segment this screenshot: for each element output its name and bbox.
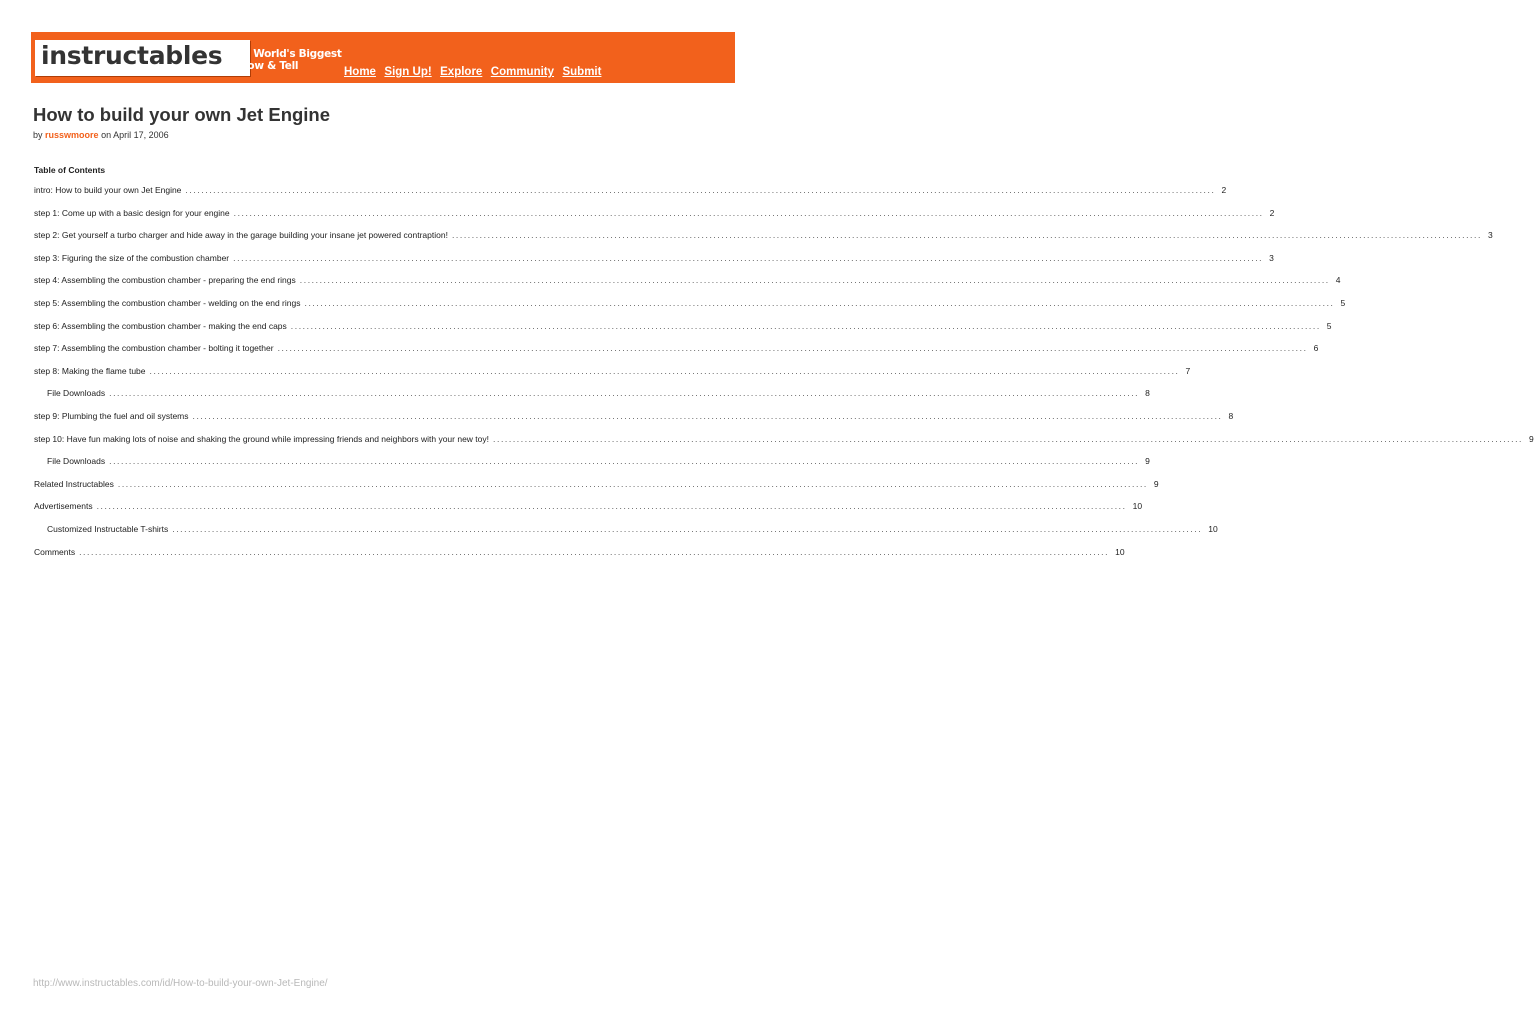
toc-entry-page: 4 [1335, 275, 1341, 286]
toc-leader-dots: .................................................................................................................................................................................................................................................................... [185, 185, 1216, 195]
toc-leader-dots: .................................................................................................................................................................................................................................................................... [109, 456, 1140, 467]
toc-entry[interactable] [34, 252, 1274, 276]
toc-entry[interactable] [34, 230, 1493, 253]
toc-entry-label: step 10: Have fun making lots of noise and shaking the ground while impressing friends and neighbors with your new toy! [34, 433, 490, 444]
toc-leader-dots: .................................................................................................................................................................................................................................................................... [96, 501, 1127, 512]
toc-entry-page: 5 [1340, 297, 1346, 308]
toc-entry-page: 3 [1269, 252, 1274, 263]
toc-entry-label: step 7: Assembling the combustion chamber - bolting it together [34, 343, 274, 354]
toc-leader-dots: .................................................................................................................................................................................................................................................................... [299, 275, 1330, 286]
toc-entry[interactable] [34, 185, 1227, 208]
toc-heading: Table of Contents [34, 165, 106, 175]
toc-entry[interactable] [34, 546, 1125, 570]
toc-entry-label: File Downloads [47, 456, 106, 467]
site-logo[interactable] [35, 40, 250, 76]
toc-leader-dots: .................................................................................................................................................................................................................................................................... [277, 343, 1308, 354]
toc-entry-label: step 1: Come up with a basic design for your engine [34, 207, 230, 218]
toc-leader-dots: .................................................................................................................................................................................................................................................................... [451, 230, 1482, 241]
toc-entry-page: 2 [1221, 185, 1227, 195]
toc-entry[interactable] [34, 523, 1218, 547]
toc-entry-label: step 4: Assembling the combustion chamber - preparing the end rings [34, 275, 296, 286]
toc-entry-label: step 6: Assembling the combustion chamber - making the end caps [34, 320, 287, 331]
toc-leader-dots: .................................................................................................................................................................................................................................................................... [493, 433, 1524, 444]
toc-entry-page: 5 [1326, 320, 1332, 331]
main-nav [344, 62, 605, 80]
page-title: How to build your own Jet Engine [33, 104, 331, 125]
toc-leader-dots: .................................................................................................................................................................................................................................................................... [172, 523, 1203, 534]
toc-entry-page: 9 [1529, 433, 1534, 444]
toc-entry-page: 10 [1115, 546, 1125, 557]
toc-entry-page: 10 [1132, 501, 1143, 512]
toc-entry[interactable] [34, 501, 1143, 524]
toc-leader-dots: .................................................................................................................................................................................................................................................................... [290, 320, 1321, 331]
toc-entry-label: step 2: Get yourself a turbo charger and hide away in the garage building your insane jet powered contraption! [34, 230, 448, 241]
nav-community-link[interactable]: Community [490, 66, 555, 78]
table-of-contents [34, 185, 1534, 569]
header-banner [31, 32, 735, 83]
toc-entry-label: step 3: Figuring the size of the combustion chamber [34, 252, 230, 263]
toc-entry-page: 2 [1269, 207, 1275, 218]
nav-signup-link[interactable]: Sign Up! [384, 66, 432, 78]
toc-entry[interactable] [34, 343, 1319, 366]
nav-submit-link[interactable]: Submit [562, 66, 602, 78]
toc-entry[interactable] [34, 456, 1150, 479]
toc-entry-page: 10 [1208, 523, 1218, 534]
toc-entry[interactable] [34, 433, 1534, 457]
toc-leader-dots: .................................................................................................................................................................................................................................................................... [233, 207, 1264, 218]
toc-entry[interactable] [34, 388, 1150, 411]
footer-url[interactable]: http://www.instructables.com/id/How-to-build-your-own-Jet-Engine/ [33, 978, 328, 989]
toc-entry[interactable] [34, 275, 1341, 298]
toc-entry-label: intro: How to build your own Jet Engine [34, 185, 182, 195]
toc-entry[interactable] [34, 320, 1332, 344]
toc-leader-dots: .................................................................................................................................................................................................................................................................... [109, 388, 1140, 399]
publish-date: on April 17, 2006 [101, 130, 169, 140]
toc-entry[interactable] [34, 365, 1191, 389]
toc-entry-page: 6 [1313, 343, 1319, 354]
toc-entry-label: step 9: Plumbing the fuel and oil systems [34, 410, 189, 421]
site-tagline [229, 48, 342, 72]
toc-entry-label: Customized Instructable T-shirts [47, 523, 169, 534]
tagline-line-1: The World's Biggest [229, 48, 342, 60]
toc-entry-label: Related Instructables [34, 478, 114, 489]
toc-entry-page: 9 [1145, 456, 1150, 467]
toc-entry-page: 7 [1185, 365, 1191, 376]
toc-entry-page: 8 [1228, 410, 1234, 421]
toc-entry[interactable] [34, 207, 1275, 231]
author-link[interactable]: russwmoore [45, 130, 99, 140]
nav-explore-link[interactable]: Explore [440, 66, 483, 78]
toc-entry-page: 3 [1487, 230, 1493, 241]
toc-entry-label: Advertisements [34, 501, 93, 512]
toc-entry-page: 9 [1153, 478, 1159, 489]
toc-leader-dots: .................................................................................................................................................................................................................................................................... [149, 365, 1180, 376]
toc-leader-dots: .................................................................................................................................................................................................................................................................... [233, 252, 1264, 263]
toc-entry-label: File Downloads [47, 388, 106, 399]
toc-entry[interactable] [34, 410, 1234, 434]
toc-entry[interactable] [34, 478, 1159, 502]
toc-leader-dots: .................................................................................................................................................................................................................................................................... [192, 410, 1223, 421]
logo-text: instructables [41, 41, 223, 70]
byline [33, 130, 169, 140]
toc-leader-dots: .................................................................................................................................................................................................................................................................... [117, 478, 1148, 489]
toc-entry-label: step 8: Making the flame tube [34, 365, 146, 376]
nav-home-link[interactable]: Home [344, 66, 376, 78]
tagline-line-2: Show & Tell [233, 60, 299, 72]
toc-entry-label: step 5: Assembling the combustion chamber - welding on the end rings [34, 297, 301, 308]
toc-leader-dots: .................................................................................................................................................................................................................................................................... [79, 546, 1110, 557]
toc-leader-dots: .................................................................................................................................................................................................................................................................... [304, 297, 1335, 308]
toc-entry-label: Comments [34, 546, 76, 557]
byline-prefix: by [33, 130, 43, 140]
toc-entry[interactable] [34, 297, 1346, 321]
toc-entry-page: 8 [1145, 388, 1150, 399]
